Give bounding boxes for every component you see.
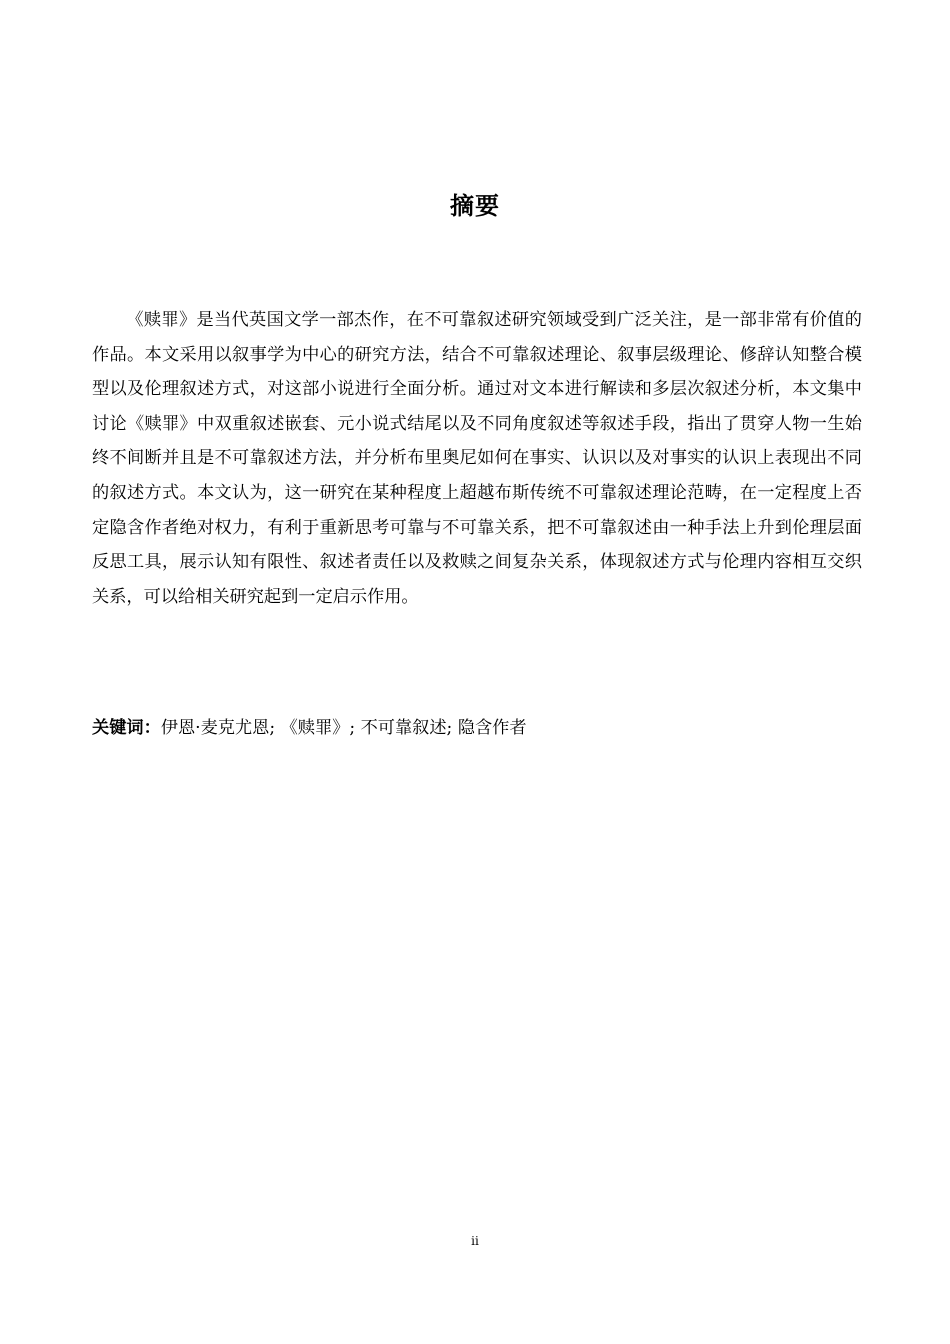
- keywords-list: 伊恩·麦克尤恩; 《赎罪》; 不可靠叙述; 隐含作者: [160, 718, 527, 738]
- abstract-paragraph: 《赎罪》是当代英国文学一部杰作，在不可靠叙述研究领域受到广泛关注，是一部非常有价值的作品。本文采用以叙事学为中心的研究方法，结合不可靠叙述理论、叙事层级理论、修辞认知整合模型以及伦理叙述方式，对这部小说进行全面分析。通过对文本进行解读和多层次叙述分析，本文集中讨论《赎罪》中双重叙述嵌套、元小说式结尾以及不同角度叙述等叙述手段，指出了贯穿人物一生始终不间断并且是不可靠叙述方法，并分析布里奥尼如何在事实、认识以及对事实的认识上表现出不同的叙述方式。本文认为，这一研究在某种程度上超越布斯传统不可靠叙述理论范畴，在一定程度上否定隐含作者绝对权力，有利于重新思考可靠与不可靠关系，把不可靠叙述由一种手法上升到伦理层面反思工具，展示认知有限性、叙述者责任以及救赎之间复杂关系，体现叙述方式与伦理内容相互交织关系，可以给相关研究起到一定启示作用。: [92, 310, 862, 607]
- page-number: ii: [471, 1234, 479, 1248]
- keywords-label: 关键词：: [92, 718, 161, 738]
- keywords-line: [92, 711, 862, 745]
- page-title: 摘要: [450, 192, 500, 220]
